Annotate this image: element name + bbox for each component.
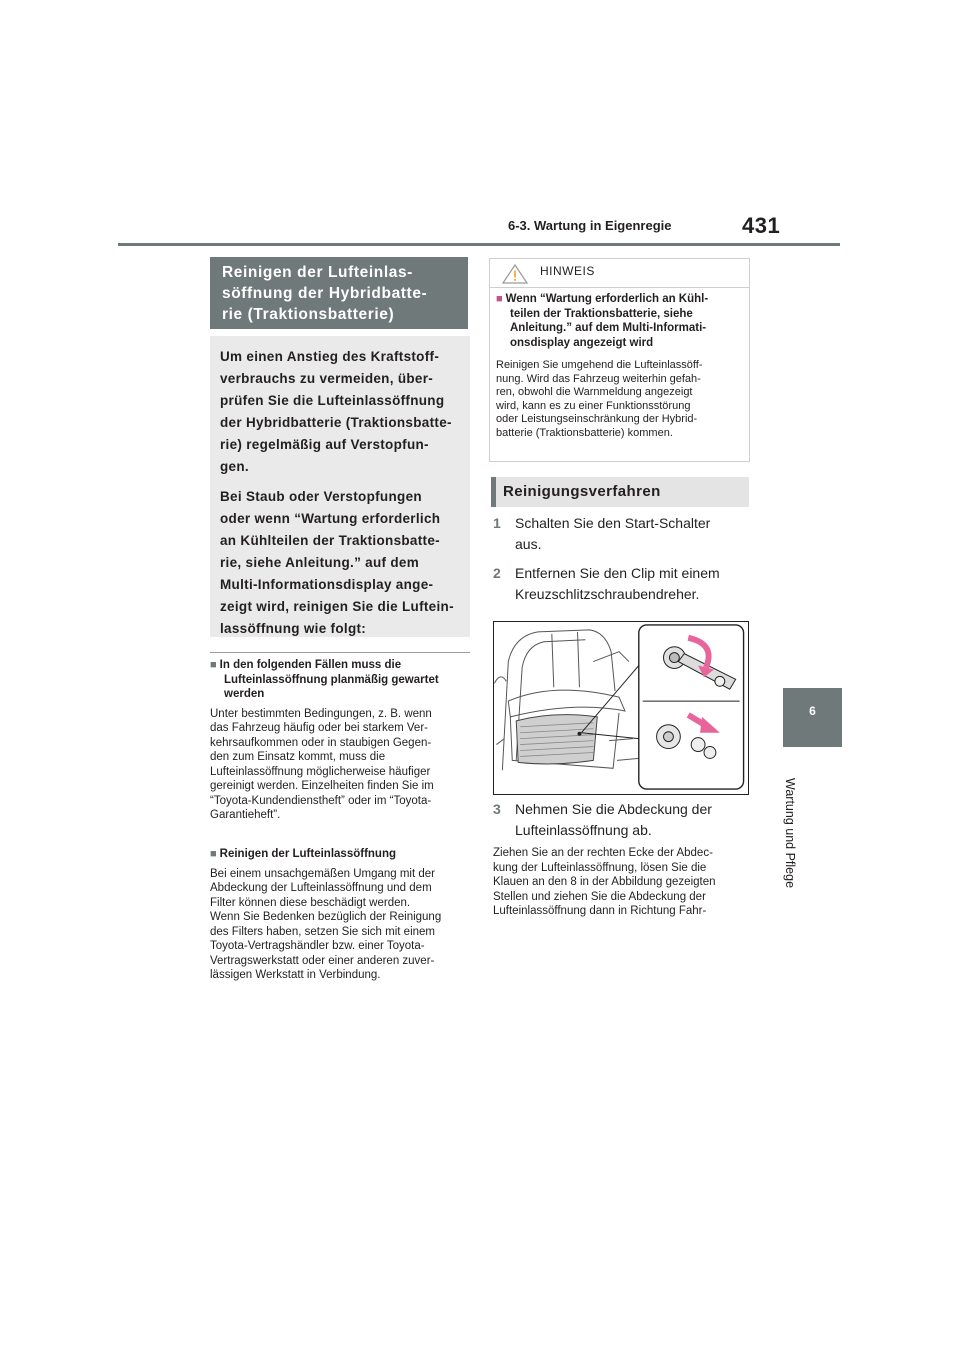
step-number: 2 bbox=[493, 565, 501, 581]
text-line: Reinigen Sie umgehend die Lufteinlassöff- bbox=[496, 359, 703, 371]
text-line: teilen der Traktionsbatterie, siehe bbox=[510, 307, 693, 320]
text-line: ren, obwohl die Warnmeldung angezeigt bbox=[496, 386, 693, 398]
text-line: rie) regelmäßig auf Verstopfun- bbox=[220, 437, 429, 452]
title-line: Reinigen der Lufteinlas- bbox=[222, 264, 413, 281]
intro-box bbox=[210, 336, 470, 637]
text-line: Lufteinlassöffnung planmäßig gewartet bbox=[224, 673, 439, 686]
text-line: kung der Lufteinlassöffnung, lösen Sie die bbox=[493, 861, 707, 874]
text-line: Multi-Informationsdisplay ange- bbox=[220, 577, 434, 592]
text-line: Bei Staub oder Verstopfungen bbox=[220, 489, 422, 504]
page-number: 431 bbox=[742, 213, 781, 238]
step-3-description bbox=[493, 846, 751, 919]
text-line: wird, kann es zu einer Funktionsstörung bbox=[496, 399, 691, 412]
subsection-heading bbox=[210, 847, 468, 862]
note-header bbox=[489, 258, 750, 288]
subsection-cleaning bbox=[210, 847, 468, 983]
step-1 bbox=[493, 513, 753, 555]
text-line: Stellen und ziehen Sie die Abdeckung der bbox=[493, 890, 706, 903]
text-line: Entfernen Sie den Clip mit einem bbox=[515, 565, 720, 581]
text-line: Toyota-Vertragshändler bzw. einer Toyota- bbox=[210, 940, 425, 952]
chapter-side-title bbox=[783, 778, 807, 889]
chapter-side-title-text: Wartung und Pflege bbox=[783, 778, 797, 889]
note-heading bbox=[496, 292, 744, 350]
square-bullet-icon: ■ bbox=[210, 848, 217, 860]
text-line: Lufteinlassöffnung ab. bbox=[515, 822, 652, 838]
step-number: 1 bbox=[493, 515, 501, 531]
text-line: prüfen Sie die Lufteinlassöffnung bbox=[220, 393, 445, 408]
section-header: 6-3. Wartung in Eigenregie bbox=[508, 218, 672, 233]
text-line: Lufteinlassöffnung möglicherweise häufiger bbox=[210, 765, 431, 778]
note-label: HINWEIS bbox=[540, 264, 595, 278]
note-body bbox=[496, 359, 744, 440]
title-line: rie (Traktionsbatterie) bbox=[222, 306, 395, 323]
text-line: werden bbox=[224, 688, 265, 700]
text-line: Garantieheft”. bbox=[210, 809, 281, 821]
text-line: Klauen an den 8 in der Abbildung gezeigten bbox=[493, 876, 716, 888]
illustration-clip-removal bbox=[493, 621, 749, 795]
chapter-tab: 6 bbox=[783, 688, 842, 747]
square-bullet-icon: ■ bbox=[210, 659, 217, 671]
text-line: der Hybridbatterie (Traktionsbatte- bbox=[220, 415, 452, 430]
text-line: In den folgenden Fällen muss die bbox=[219, 659, 402, 671]
text-line: Filter können diese beschädigt werden. bbox=[210, 896, 411, 909]
text-line: gereinigt werden. Einzelheiten finden Sie im bbox=[210, 780, 434, 792]
procedure-title-bar bbox=[491, 477, 496, 507]
text-line: batterie (Traktionsbatterie) kommen. bbox=[496, 426, 673, 439]
text-line: das Fahrzeug häufig oder bei starkem Ver- bbox=[210, 722, 428, 734]
text-line: Lufteinlassöffnung dann in Richtung Fahr- bbox=[493, 905, 707, 917]
text-line: nung. Wird das Fahrzeug weiterhin gefah- bbox=[496, 372, 701, 385]
divider bbox=[210, 652, 470, 653]
subsection-scheduled-maintenance bbox=[210, 658, 468, 823]
title-line: söffnung der Hybridbatte- bbox=[222, 285, 428, 302]
text-line: an Kühlteilen der Traktionsbatte- bbox=[220, 533, 440, 548]
step-number: 3 bbox=[493, 801, 501, 817]
text-line: Wenn “Wartung erforderlich an Kühl- bbox=[505, 293, 709, 305]
text-line: Ziehen Sie an der rechten Ecke der Abdec- bbox=[493, 847, 713, 859]
text-line: aus. bbox=[515, 536, 542, 552]
text-line: lässigen Werkstatt in Verbindung. bbox=[210, 969, 381, 981]
text-line: lassöffnung wie folgt: bbox=[220, 621, 367, 636]
section-title-box bbox=[210, 257, 468, 329]
text-line: rie, siehe Anleitung.” auf dem bbox=[220, 555, 420, 570]
subsection-body bbox=[210, 867, 468, 983]
text-line: oder Leistungseinschränkung der Hybrid- bbox=[496, 413, 698, 425]
text-line: Wenn Sie Bedenken bezüglich der Reinigung bbox=[210, 911, 442, 923]
text-line: Um einen Anstieg des Kraftstoff- bbox=[220, 349, 440, 364]
text-line: Schalten Sie den Start-Schalter bbox=[515, 515, 711, 531]
text-line: Vertragswerkstatt oder einer anderen zuver- bbox=[210, 954, 435, 967]
step-3 bbox=[493, 799, 753, 841]
square-bullet-icon: ■ bbox=[496, 293, 503, 305]
text-line: Bei einem unsachgemäßen Umgang mit der bbox=[210, 867, 436, 880]
text-line: Anleitung.” auf dem Multi-Informati- bbox=[510, 322, 707, 334]
text-line: Reinigen der Lufteinlassöffnung bbox=[219, 848, 396, 860]
step-2 bbox=[493, 563, 753, 605]
text-line: kehrsaufkommen oder in staubigen Gegen- bbox=[210, 736, 432, 749]
warning-triangle-icon bbox=[502, 264, 528, 284]
intro-paragraph-1 bbox=[220, 346, 460, 478]
text-line: Nehmen Sie die Abdeckung der bbox=[515, 801, 712, 817]
header-rule bbox=[118, 243, 840, 246]
text-line: zeigt wird, reinigen Sie die Luftein- bbox=[220, 599, 454, 614]
text-line: oder wenn “Wartung erforderlich bbox=[220, 511, 441, 526]
text-line: “Toyota-Kundendienstheft” oder im “Toyota- bbox=[210, 794, 432, 807]
intro-paragraph-2 bbox=[220, 486, 460, 640]
text-line: Kreuzschlitzschraubendreher. bbox=[515, 586, 700, 602]
text-line: des Filters haben, setzen Sie sich mit einem bbox=[210, 925, 435, 938]
text-line: den zum Einsatz kommt, muss die bbox=[210, 751, 386, 763]
text-line: onsdisplay angezeigt wird bbox=[510, 336, 654, 349]
subsection-body bbox=[210, 707, 468, 823]
subsection-heading bbox=[210, 658, 468, 702]
text-line: gen. bbox=[220, 459, 249, 474]
text-line: verbrauchs zu vermeiden, über- bbox=[220, 371, 434, 386]
procedure-title: Reinigungsverfahren bbox=[491, 477, 749, 507]
text-line: Unter bestimmten Bedingungen, z. B. wenn bbox=[210, 707, 432, 720]
text-line: Abdeckung der Lufteinlassöffnung und dem bbox=[210, 882, 432, 894]
